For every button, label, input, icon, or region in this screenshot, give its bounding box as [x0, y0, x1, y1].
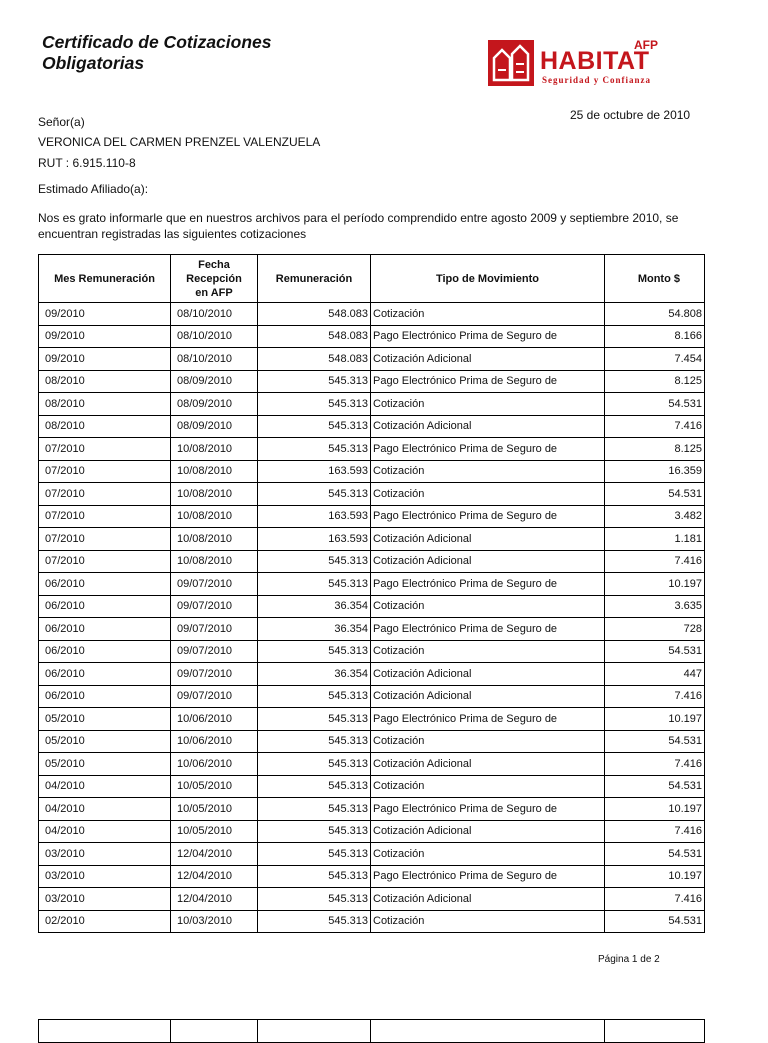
- cell-fecha: 08/10/2010: [171, 303, 258, 326]
- cell-monto: 7.454: [605, 348, 705, 371]
- cell-monto: 54.531: [605, 640, 705, 663]
- cell-fecha: 10/08/2010: [171, 528, 258, 551]
- cell-mes: 04/2010: [39, 820, 171, 843]
- cell-mes: 06/2010: [39, 595, 171, 618]
- cell-remuneracion: 548.083: [258, 348, 371, 371]
- header-remuneracion: Remuneración: [258, 255, 371, 303]
- cell-fecha: 09/07/2010: [171, 573, 258, 596]
- cell-remuneracion: 545.313: [258, 753, 371, 776]
- title-line-1: Certificado de Cotizaciones: [42, 32, 272, 52]
- cell-tipo: Cotización: [371, 775, 605, 798]
- table-row: [39, 438, 705, 461]
- cell-mes: 05/2010: [39, 730, 171, 753]
- letter-date: 25 de octubre de 2010: [570, 108, 691, 122]
- cell-mes: 06/2010: [39, 663, 171, 686]
- cell-remuneracion: 545.313: [258, 640, 371, 663]
- affiliate-rut: RUT : 6.915.110-8: [38, 156, 136, 170]
- table-row: [39, 865, 705, 888]
- cell-remuneracion: 163.593: [258, 528, 371, 551]
- header-mes: Mes Remuneración: [39, 255, 171, 303]
- cell-tipo: Cotización Adicional: [371, 415, 605, 438]
- cell-tipo: Pago Electrónico Prima de Seguro de: [371, 865, 605, 888]
- table-row: [39, 640, 705, 663]
- cell-fecha: 08/09/2010: [171, 415, 258, 438]
- table-row: [39, 888, 705, 911]
- cell-monto: 54.531: [605, 393, 705, 416]
- cell-monto: 3.482: [605, 505, 705, 528]
- cell-fecha: 10/06/2010: [171, 730, 258, 753]
- cell-remuneracion: 545.313: [258, 843, 371, 866]
- page-number: Página 1 de 2: [598, 954, 660, 965]
- table-row: [39, 483, 705, 506]
- cell-fecha: 09/07/2010: [171, 618, 258, 641]
- cell-tipo: Cotización: [371, 843, 605, 866]
- header-tipo: Tipo de Movimiento: [371, 255, 605, 303]
- cell-fecha: 10/08/2010: [171, 483, 258, 506]
- next-page-table-top: [38, 1019, 705, 1043]
- document-title: [42, 32, 272, 74]
- table-header-row: [39, 255, 705, 303]
- cell-mes: 06/2010: [39, 685, 171, 708]
- cell-remuneracion: 36.354: [258, 595, 371, 618]
- cell-monto: 10.197: [605, 865, 705, 888]
- cell-fecha: 12/04/2010: [171, 843, 258, 866]
- cell-mes: 09/2010: [39, 303, 171, 326]
- table-row: [39, 415, 705, 438]
- cell-mes: 07/2010: [39, 550, 171, 573]
- cell-remuneracion: 545.313: [258, 393, 371, 416]
- cell-mes: 04/2010: [39, 798, 171, 821]
- cell-mes: 09/2010: [39, 348, 171, 371]
- cell-fecha: 10/08/2010: [171, 460, 258, 483]
- cell-tipo: Pago Electrónico Prima de Seguro de: [371, 618, 605, 641]
- cell-tipo: Cotización Adicional: [371, 348, 605, 371]
- cell-fecha: 09/07/2010: [171, 595, 258, 618]
- cell-mes: 02/2010: [39, 910, 171, 933]
- cell-fecha: 12/04/2010: [171, 865, 258, 888]
- cell-tipo: Cotización: [371, 910, 605, 933]
- table-row: [39, 573, 705, 596]
- cell-mes: 07/2010: [39, 460, 171, 483]
- cell-tipo: Cotización: [371, 303, 605, 326]
- cell-fecha: 09/07/2010: [171, 640, 258, 663]
- cell-tipo: Pago Electrónico Prima de Seguro de: [371, 438, 605, 461]
- cell-fecha: 10/05/2010: [171, 820, 258, 843]
- cell-monto: 54.808: [605, 303, 705, 326]
- cell-fecha: 08/09/2010: [171, 393, 258, 416]
- cell-remuneracion: 545.313: [258, 910, 371, 933]
- table-row: [39, 910, 705, 933]
- affiliate-name: VERONICA DEL CARMEN PRENZEL VALENZUELA: [38, 135, 321, 149]
- cell-tipo: Pago Electrónico Prima de Seguro de: [371, 370, 605, 393]
- cell-tipo: Cotización Adicional: [371, 685, 605, 708]
- cell-remuneracion: 545.313: [258, 775, 371, 798]
- table-row: [39, 393, 705, 416]
- table-row: [39, 753, 705, 776]
- cell-fecha: 10/08/2010: [171, 438, 258, 461]
- cell-monto: 54.531: [605, 483, 705, 506]
- cell-tipo: Cotización: [371, 460, 605, 483]
- cell-remuneracion: 545.313: [258, 865, 371, 888]
- cell-fecha: 10/06/2010: [171, 753, 258, 776]
- cell-monto: 3.635: [605, 595, 705, 618]
- cell-tipo: Cotización Adicional: [371, 820, 605, 843]
- table-row: [39, 550, 705, 573]
- cell-fecha: 12/04/2010: [171, 888, 258, 911]
- table-row: [39, 685, 705, 708]
- afp-habitat-logo: [486, 38, 672, 92]
- cell-monto: 7.416: [605, 820, 705, 843]
- cell-tipo: Cotización: [371, 595, 605, 618]
- cell-mes: 03/2010: [39, 888, 171, 911]
- cell-monto: 447: [605, 663, 705, 686]
- cell-mes: 08/2010: [39, 415, 171, 438]
- cell-remuneracion: 545.313: [258, 415, 371, 438]
- cell-mes: 08/2010: [39, 393, 171, 416]
- cell-tipo: Cotización: [371, 483, 605, 506]
- cell-mes: 08/2010: [39, 370, 171, 393]
- cell-remuneracion: 36.354: [258, 663, 371, 686]
- intro-paragraph: Nos es grato informarle que en nuestros archivos para el período comprendido entre agosto 2009 y septiembre 2010, se encuentran registradas las siguientes cotizaciones: [38, 211, 679, 241]
- cell-tipo: Pago Electrónico Prima de Seguro de: [371, 325, 605, 348]
- cell-tipo: Cotización Adicional: [371, 753, 605, 776]
- cell-monto: 728: [605, 618, 705, 641]
- table-row: [39, 820, 705, 843]
- cell-remuneracion: 545.313: [258, 708, 371, 731]
- cell-monto: 10.197: [605, 573, 705, 596]
- cell-monto: 54.531: [605, 730, 705, 753]
- table-row: [39, 618, 705, 641]
- cell-remuneracion: 545.313: [258, 550, 371, 573]
- cell-fecha: 10/03/2010: [171, 910, 258, 933]
- cell-remuneracion: 548.083: [258, 303, 371, 326]
- cell-remuneracion: 545.313: [258, 573, 371, 596]
- table-row: [39, 843, 705, 866]
- cell-monto: 7.416: [605, 685, 705, 708]
- cell-mes: 06/2010: [39, 640, 171, 663]
- table-row: [39, 325, 705, 348]
- cell-monto: 8.125: [605, 370, 705, 393]
- cell-tipo: Cotización: [371, 730, 605, 753]
- salutation: Señor(a): [38, 115, 85, 129]
- habitat-emblem-icon: [488, 40, 534, 86]
- cell-remuneracion: 545.313: [258, 798, 371, 821]
- table-row: [39, 370, 705, 393]
- cell-tipo: Cotización Adicional: [371, 528, 605, 551]
- cell-monto: 7.416: [605, 888, 705, 911]
- cell-remuneracion: 545.313: [258, 370, 371, 393]
- cell-mes: 03/2010: [39, 865, 171, 888]
- header-fecha: Fecha Recepción en AFP: [171, 255, 258, 303]
- cell-tipo: Cotización Adicional: [371, 888, 605, 911]
- cell-remuneracion: 545.313: [258, 438, 371, 461]
- table-row: [39, 460, 705, 483]
- cell-remuneracion: 545.313: [258, 483, 371, 506]
- cell-fecha: 08/10/2010: [171, 325, 258, 348]
- table-row: [39, 775, 705, 798]
- cell-fecha: 08/09/2010: [171, 370, 258, 393]
- table-row: [39, 730, 705, 753]
- cell-monto: 7.416: [605, 753, 705, 776]
- cell-fecha: 08/10/2010: [171, 348, 258, 371]
- cell-tipo: Pago Electrónico Prima de Seguro de: [371, 708, 605, 731]
- cell-remuneracion: 545.313: [258, 685, 371, 708]
- table-row: [39, 595, 705, 618]
- logo-slogan-text: Seguridad y Confianza: [542, 75, 652, 85]
- cell-monto: 1.181: [605, 528, 705, 551]
- cell-monto: 16.359: [605, 460, 705, 483]
- cell-fecha: 10/05/2010: [171, 775, 258, 798]
- cell-tipo: Pago Electrónico Prima de Seguro de: [371, 573, 605, 596]
- cell-tipo: Cotización Adicional: [371, 663, 605, 686]
- cell-monto: 54.531: [605, 775, 705, 798]
- table-row: [39, 528, 705, 551]
- cell-remuneracion: 545.313: [258, 888, 371, 911]
- cell-monto: 7.416: [605, 550, 705, 573]
- cell-remuneracion: 545.313: [258, 820, 371, 843]
- header-monto: Monto $: [605, 255, 705, 303]
- title-line-2: Obligatorias: [42, 53, 145, 73]
- cell-mes: 06/2010: [39, 618, 171, 641]
- cell-monto: 8.166: [605, 325, 705, 348]
- cell-mes: 07/2010: [39, 483, 171, 506]
- cell-remuneracion: 36.354: [258, 618, 371, 641]
- table-row: [39, 505, 705, 528]
- cell-monto: 54.531: [605, 910, 705, 933]
- cell-tipo: Cotización: [371, 393, 605, 416]
- cell-mes: 03/2010: [39, 843, 171, 866]
- contributions-table: [38, 254, 705, 933]
- table-row: [39, 663, 705, 686]
- cell-monto: 10.197: [605, 798, 705, 821]
- cell-fecha: 10/08/2010: [171, 550, 258, 573]
- greeting: Estimado Afiliado(a):: [38, 182, 149, 196]
- cell-mes: 04/2010: [39, 775, 171, 798]
- table-row: [39, 798, 705, 821]
- logo-afp-text: AFP: [634, 38, 658, 52]
- cell-remuneracion: 545.313: [258, 730, 371, 753]
- cell-remuneracion: 548.083: [258, 325, 371, 348]
- table-row: [39, 708, 705, 731]
- cell-mes: 05/2010: [39, 708, 171, 731]
- cell-mes: 05/2010: [39, 753, 171, 776]
- cell-monto: 10.197: [605, 708, 705, 731]
- table-row: [39, 348, 705, 371]
- cell-monto: 54.531: [605, 843, 705, 866]
- cell-remuneracion: 163.593: [258, 505, 371, 528]
- cell-tipo: Cotización Adicional: [371, 550, 605, 573]
- cell-remuneracion: 163.593: [258, 460, 371, 483]
- cell-mes: 06/2010: [39, 573, 171, 596]
- cell-fecha: 10/05/2010: [171, 798, 258, 821]
- cell-tipo: Pago Electrónico Prima de Seguro de: [371, 505, 605, 528]
- cell-fecha: 10/08/2010: [171, 505, 258, 528]
- logo-brand-text: HABITAT: [540, 47, 650, 75]
- table-row: [39, 303, 705, 326]
- cell-mes: 09/2010: [39, 325, 171, 348]
- cell-monto: 7.416: [605, 415, 705, 438]
- cell-tipo: Cotización: [371, 640, 605, 663]
- cell-monto: 8.125: [605, 438, 705, 461]
- cell-fecha: 10/06/2010: [171, 708, 258, 731]
- cell-tipo: Pago Electrónico Prima de Seguro de: [371, 798, 605, 821]
- cell-mes: 07/2010: [39, 438, 171, 461]
- cell-fecha: 09/07/2010: [171, 663, 258, 686]
- cell-mes: 07/2010: [39, 528, 171, 551]
- cell-fecha: 09/07/2010: [171, 685, 258, 708]
- cell-mes: 07/2010: [39, 505, 171, 528]
